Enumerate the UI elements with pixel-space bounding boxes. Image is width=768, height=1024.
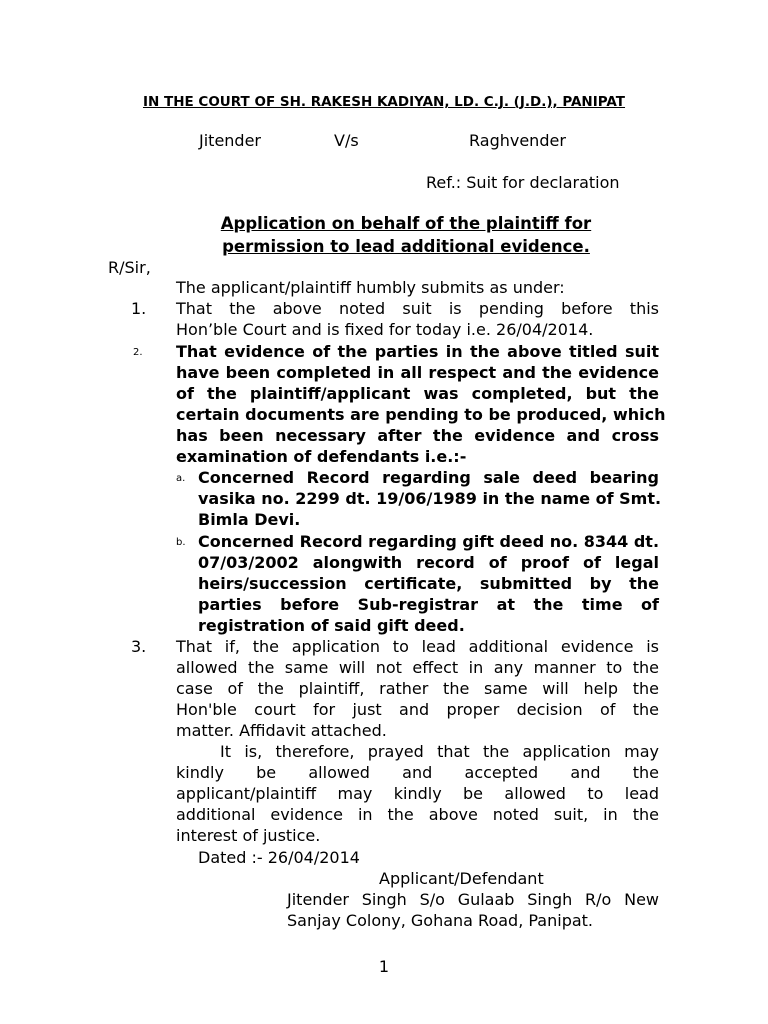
party-plaintiff: Jitender bbox=[199, 131, 261, 150]
text-line: Jitender Singh S/o Gulaab Singh R/o New bbox=[287, 890, 659, 909]
text-line: 07/03/2002 alongwith record of proof of legal bbox=[198, 553, 659, 572]
text-line: vasika no. 2299 dt. 19/06/1989 in the name of Smt. bbox=[198, 489, 662, 508]
paragraph-number: 1. bbox=[131, 299, 147, 318]
sub-item-b bbox=[198, 531, 659, 636]
text-line: Bimla Devi. bbox=[198, 510, 301, 529]
text-line: additional evidence in the above noted suit, in the bbox=[176, 805, 659, 824]
text-line: That the above noted suit is pending before this bbox=[176, 299, 659, 318]
text-line: case of the plaintiff, rather the same will help the bbox=[176, 679, 659, 698]
text-line: kindly be allowed and accepted and the bbox=[176, 763, 659, 782]
text-line: It is, therefore, prayed that the application may bbox=[220, 742, 659, 761]
paragraph-2 bbox=[176, 341, 666, 467]
text-line: Concerned Record regarding sale deed bearing bbox=[198, 468, 659, 487]
application-title-line: permission to lead additional evidence. bbox=[222, 237, 590, 256]
sub-item-a bbox=[198, 467, 662, 530]
text-line: Sanjay Colony, Gohana Road, Panipat. bbox=[287, 911, 594, 930]
text-line: Concerned Record regarding gift deed no. 8344 dt. bbox=[198, 532, 660, 551]
prayer-paragraph bbox=[176, 741, 659, 846]
text-line: has been necessary after the evidence and cross bbox=[176, 426, 659, 445]
text-line: heirs/succession certificate, submitted by the bbox=[198, 574, 659, 593]
paragraph-3 bbox=[176, 636, 659, 741]
application-title-line: Application on behalf of the plaintiff for bbox=[220, 214, 592, 233]
paragraph-number: 2. bbox=[133, 347, 143, 358]
text-line: parties before Sub-registrar at the time of bbox=[198, 595, 659, 614]
paragraph-number: 3. bbox=[131, 637, 147, 656]
text-line: matter. Affidavit attached. bbox=[176, 721, 387, 740]
versus-label: V/s bbox=[334, 131, 359, 150]
party-defendant: Raghvender bbox=[469, 131, 566, 150]
sub-item-letter: b. bbox=[176, 537, 186, 548]
text-line: Hon'ble court for just and proper decision of the bbox=[176, 700, 659, 719]
text-line: interest of justice. bbox=[176, 826, 321, 845]
salutation: R/Sir, bbox=[108, 258, 151, 277]
signature-address bbox=[287, 889, 659, 931]
text-line: That if, the application to lead additional evidence is bbox=[176, 637, 659, 656]
paragraph-1 bbox=[176, 298, 659, 340]
intro-text: The applicant/plaintiff humbly submits as under: bbox=[176, 278, 565, 297]
sub-item-letter: a. bbox=[176, 473, 186, 484]
court-heading: IN THE COURT OF SH. RAKESH KADIYAN, LD. C.J. (J.D.), PANIPAT bbox=[142, 94, 626, 110]
text-line: registration of said gift deed. bbox=[198, 616, 465, 635]
application-title bbox=[0, 212, 768, 258]
text-line: have been completed in all respect and the evidence bbox=[176, 363, 659, 382]
text-line: applicant/plaintiff may kindly be allowed to lead bbox=[176, 784, 659, 803]
text-line: Hon’ble Court and is fixed for today i.e. 26/04/2014. bbox=[176, 320, 594, 339]
signature-title: Applicant/Defendant bbox=[379, 869, 544, 888]
text-line: allowed the same will not effect in any manner to the bbox=[176, 658, 659, 677]
dated-line: Dated :- 26/04/2014 bbox=[198, 848, 360, 867]
reference-line: Ref.: Suit for declaration bbox=[426, 173, 620, 192]
text-line: certain documents are pending to be produced, which bbox=[176, 405, 666, 424]
text-line: That evidence of the parties in the above titled suit bbox=[176, 342, 659, 361]
text-line: examination of defendants i.e.:- bbox=[176, 447, 467, 466]
page-number: 1 bbox=[378, 957, 390, 976]
text-line: of the plaintiff/applicant was completed, but the bbox=[176, 384, 659, 403]
